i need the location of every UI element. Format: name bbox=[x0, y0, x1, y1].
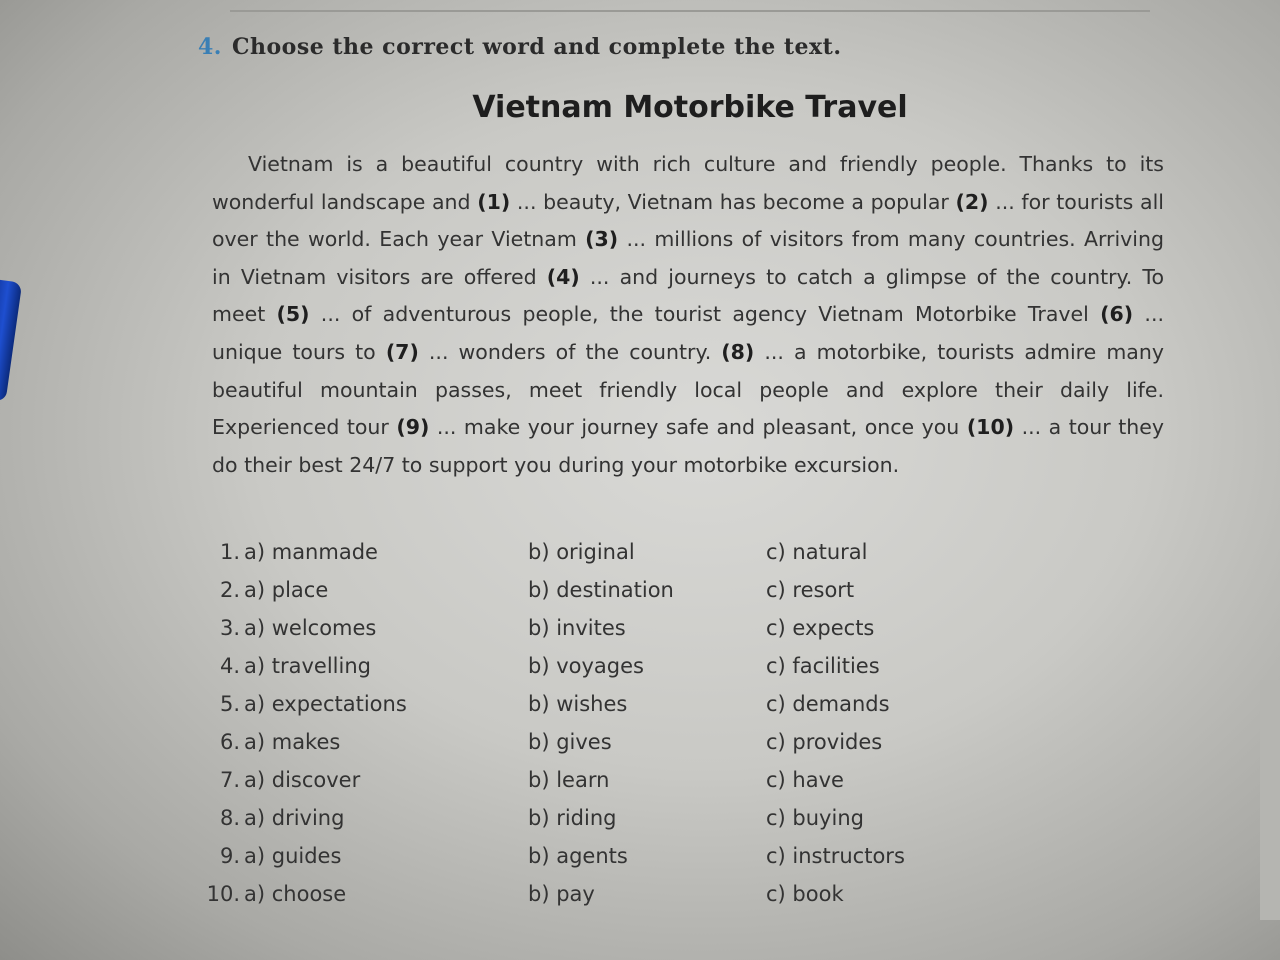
option-row bbox=[206, 578, 966, 616]
option-row bbox=[206, 692, 966, 730]
page-edge bbox=[1260, 680, 1280, 920]
gap-number: (10) bbox=[966, 415, 1015, 440]
gap-number: (7) bbox=[385, 339, 419, 364]
text-segment: ... and journeys to catch a glimpse of the country. To meet bbox=[212, 264, 1164, 327]
option-b: b) invites bbox=[528, 616, 626, 640]
option-a: a) makes bbox=[244, 730, 341, 754]
option-c: c) natural bbox=[766, 540, 868, 564]
gap-number: (9) bbox=[396, 415, 430, 440]
option-number: 2. bbox=[219, 578, 240, 602]
option-b: b) destination bbox=[528, 578, 674, 602]
option-b: b) riding bbox=[528, 806, 617, 830]
reading-text bbox=[212, 146, 1164, 484]
previous-section-divider bbox=[230, 10, 1150, 12]
option-b: b) original bbox=[528, 540, 635, 564]
option-b: b) pay bbox=[528, 882, 595, 906]
option-row bbox=[206, 616, 966, 654]
option-row bbox=[206, 882, 966, 920]
option-b: b) gives bbox=[528, 730, 612, 754]
text-segment: ... wonders of the country. bbox=[418, 339, 722, 364]
option-number: 9. bbox=[219, 844, 240, 868]
text-segment: ... millions of visitors from many countries. Arriving in Vietnam visitors are offered bbox=[212, 227, 1165, 289]
text-segment: ... for tourists all over the world. Each year Vietnam bbox=[212, 189, 1164, 252]
text-segment: Vietnam is a beautiful country with rich culture and friendly people. Thanks to its wonderful landscape and bbox=[212, 152, 1164, 214]
option-number: 10. bbox=[206, 882, 240, 906]
pen-object bbox=[0, 278, 22, 402]
text-segment: ... of adventurous people, the tourist agency Vietnam Motorbike Travel bbox=[309, 302, 1101, 327]
gap-number: (5) bbox=[276, 302, 310, 327]
option-c: c) provides bbox=[766, 730, 883, 754]
exercise-instruction-text: Choose the correct word and complete the text. bbox=[231, 34, 842, 60]
exercise-instruction bbox=[198, 34, 842, 60]
text-segment: ... a tour they do their best 24/7 to support you during your motorbike excursion. bbox=[212, 415, 1165, 477]
option-b: b) voyages bbox=[528, 654, 644, 678]
option-row bbox=[206, 540, 966, 578]
gap-number: (8) bbox=[721, 339, 755, 364]
option-a: a) expectations bbox=[244, 692, 407, 716]
option-c: c) instructors bbox=[766, 844, 905, 868]
option-row bbox=[206, 844, 966, 882]
text-segment: ... make your journey safe and pleasant, once you bbox=[429, 415, 967, 440]
option-c: c) facilities bbox=[766, 654, 880, 678]
option-number: 8. bbox=[219, 806, 240, 830]
option-row bbox=[206, 730, 966, 768]
gap-number: (1) bbox=[477, 189, 511, 214]
reading-paragraph bbox=[212, 146, 1164, 484]
text-segment: ... a motorbike, tourists admire many beautiful mountain passes, meet friendly local people and explore their daily life. Experienced tour bbox=[212, 339, 1164, 440]
option-number: 1. bbox=[219, 540, 240, 564]
option-b: b) learn bbox=[528, 768, 610, 792]
option-c: c) demands bbox=[766, 692, 890, 716]
option-a: a) driving bbox=[244, 806, 345, 830]
gap-number: (4) bbox=[546, 264, 580, 289]
text-title: Vietnam Motorbike Travel bbox=[472, 90, 908, 125]
option-a: a) guides bbox=[244, 844, 342, 868]
option-number: 6. bbox=[219, 730, 240, 754]
option-a: a) manmade bbox=[244, 540, 378, 564]
option-a: a) choose bbox=[244, 882, 347, 906]
option-a: a) travelling bbox=[244, 654, 371, 678]
gap-number: (6) bbox=[1100, 302, 1134, 327]
exercise-number: 4. bbox=[198, 34, 222, 60]
text-segment: ... unique tours to bbox=[212, 302, 1164, 364]
option-c: c) book bbox=[766, 882, 844, 906]
option-number: 5. bbox=[219, 692, 240, 716]
gap-number: (3) bbox=[585, 227, 619, 252]
option-c: c) buying bbox=[766, 806, 864, 830]
option-a: a) discover bbox=[244, 768, 361, 792]
option-b: b) wishes bbox=[528, 692, 628, 716]
option-c: c) have bbox=[766, 768, 844, 792]
option-row bbox=[206, 806, 966, 844]
option-c: c) expects bbox=[766, 616, 875, 640]
option-a: a) place bbox=[244, 578, 329, 602]
option-a: a) welcomes bbox=[244, 616, 377, 640]
gap-number: (2) bbox=[955, 189, 989, 214]
option-number: 3. bbox=[219, 616, 240, 640]
option-c: c) resort bbox=[766, 578, 855, 602]
option-b: b) agents bbox=[528, 844, 628, 868]
next-exercise-cut-off bbox=[200, 944, 1200, 960]
answer-options-list bbox=[206, 540, 966, 920]
option-number: 4. bbox=[219, 654, 240, 678]
option-number: 7. bbox=[219, 768, 240, 792]
text-segment: ... beauty, Vietnam has become a popular bbox=[510, 189, 956, 214]
option-row bbox=[206, 654, 966, 692]
option-row bbox=[206, 768, 966, 806]
